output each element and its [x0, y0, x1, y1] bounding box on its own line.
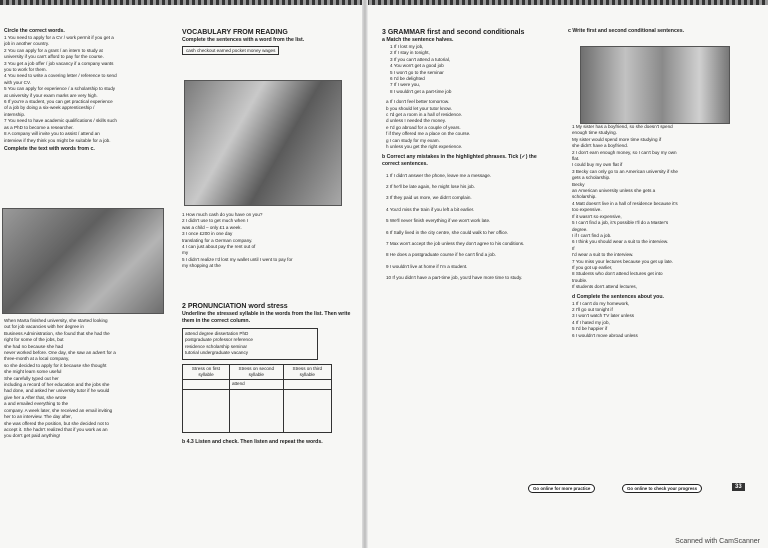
text-line: right for some of the jobs, but: [4, 337, 64, 343]
answer-item: g I can study for my exam.: [386, 137, 440, 143]
right-item: she didn't have a boyfriend.: [572, 143, 629, 149]
d-item: 5 I'd be happier if: [572, 326, 608, 332]
pron-word-line: residence scholarship seminar: [185, 343, 248, 349]
match-item: 6 I'd be delighted: [390, 76, 425, 82]
text-line: she might learn some useful: [4, 369, 62, 375]
text-line: a and emailed everything to the: [4, 401, 69, 407]
match-item: 5 I won't go to the seminar: [390, 69, 444, 75]
right-item: If: [572, 245, 575, 251]
right-item: Becky: [572, 181, 585, 187]
example-cell: [183, 380, 230, 389]
correct-item: 3 If they paid us more, we didn't complain.: [386, 195, 472, 201]
stress-column-header: Stress on third syllable: [283, 364, 331, 380]
match-item: 3 If you can't attend a tutorial,: [390, 56, 451, 62]
pron-wordbox: [182, 328, 318, 360]
left-column: [4, 28, 164, 153]
right-column: [568, 28, 758, 35]
left-item: 8 A company will invite you to assist / attend an: [4, 131, 100, 137]
text-line: give her a After that, she wrote: [4, 394, 67, 400]
right-items: [572, 124, 758, 339]
text-line: had done, and asked her university tutor if he would: [4, 388, 110, 394]
text-line: three-month at a local company,: [4, 356, 70, 362]
pronunciation-section: [182, 302, 354, 446]
text-line: she had no because she had: [4, 343, 64, 349]
match-item: 2 If I stay in tonight,: [390, 50, 430, 56]
correct-item: 10 If you didn't have a part-time job, you'd have more time to study.: [386, 275, 523, 281]
d-item: 1 If I can't do my homework,: [572, 300, 630, 306]
vocab-item: 5 I didn't realize I'd lost my wallet until I went to pay for: [182, 256, 293, 262]
vocab-item: 4 I can just about pay the rent out of: [182, 244, 256, 250]
pron-word-line: postgraduate professor reference: [185, 337, 253, 343]
right-item: 7 You miss your lectures because you get up late.: [572, 258, 674, 264]
left-item: job in another country.: [4, 41, 50, 47]
right-item: 6 I think you should wear a suit to the interview.: [572, 239, 669, 245]
correct-item: 2 If he'll be late again, he might lose his job.: [386, 183, 475, 189]
answer-item: a If I don't feel better tomorrow.: [386, 99, 450, 105]
left-item: at university if your exam marks are very high.: [4, 92, 98, 98]
text-line: Business Administration, she found that she had the: [4, 330, 110, 336]
vocab-item: translating for a German company.: [182, 237, 253, 243]
vocab-item: my: [182, 250, 189, 256]
office-photo: [2, 208, 164, 314]
match-item: 7 If I were you,: [390, 82, 421, 88]
left-text: [4, 318, 164, 440]
left-item: 6 If you're a student, you can get practical experience: [4, 99, 113, 105]
d-heading: d Complete the sentences about you.: [572, 293, 664, 300]
d-item: 6 I wouldn't move abroad unless: [572, 332, 638, 338]
vocab-item: 2 I didn't use to get much when I: [182, 218, 248, 224]
left-item: 1 You need to apply for a CV / work permit if you get a: [4, 35, 114, 40]
answer-item: e I'd go abroad for a couple of years.: [386, 124, 461, 130]
text-line: her to an interview. The day after,: [4, 414, 72, 420]
stress-column-header: Stress on second syllable: [229, 364, 283, 380]
hands-coins-photo: [184, 80, 342, 206]
stress-column-header: Stress on first syllable: [183, 364, 230, 380]
match-item: 1 If I lost my job,: [390, 44, 424, 49]
correct-item: 8 He does a postgraduate course if he can't find a job.: [386, 252, 496, 258]
text-line: out for job vacancies with her degree in: [4, 324, 84, 330]
left-item: 3 You get a job offer / job vacancy if a company wants: [4, 60, 114, 66]
scanner-watermark: Scanned with CamScanner: [675, 538, 760, 545]
vocab-wordbox: cash checkout earned pocket money wages: [182, 46, 279, 55]
text-line: accept it. She hadn't realized that if you work as an: [4, 426, 108, 432]
vocab-item: was a child – only £1 a week.: [182, 224, 242, 230]
answer-item: f if they offered me a place on the course.: [386, 131, 471, 137]
right-heading: c Write first and second conditional sentences.: [568, 28, 685, 34]
complete-heading: Complete the text with words from c.: [4, 145, 95, 152]
right-item: trouble.: [572, 277, 588, 283]
right-item: degree.: [572, 226, 588, 232]
left-item: of a job by doing a six-week apprenticeship /: [4, 105, 95, 111]
practice-button[interactable]: Go online for more practice: [528, 484, 595, 493]
vocab-section: [182, 28, 354, 54]
listen-instruction: b 4.3 Listen and check. Then listen and repeat the words.: [182, 438, 323, 445]
correct-item: 4 You'd miss the train if you left a bit earlier.: [386, 206, 475, 212]
text-line: including a record of her education and the jobs she: [4, 382, 110, 388]
left-heading: Circle the correct words.: [4, 28, 65, 34]
left-item: with your CV.: [4, 79, 31, 85]
correct-item: 5 We'll never finish everything if we won't work late.: [386, 218, 491, 224]
right-item: My sister would spend more time studying if: [572, 136, 662, 142]
right-item: flat.: [572, 156, 580, 162]
left-item: as a PhD to become a researcher.: [4, 124, 74, 130]
vocab-items: [182, 212, 354, 270]
right-item: 2 I don't earn enough money, so I can't buy my own: [572, 149, 677, 155]
left-item: internship.: [4, 111, 26, 117]
correct-item: 7 Max won't accept the job unless they don't agree to his conditions.: [386, 240, 525, 246]
page-number: 33: [732, 483, 745, 491]
answer-item: b you should let your tutor know.: [386, 105, 452, 111]
left-item: 2 You can apply for a grant / an intern to study at: [4, 47, 103, 53]
d-item: 3 I won't watch TV later unless: [572, 313, 635, 319]
match-item: 8 I wouldn't get a part-time job: [390, 88, 452, 94]
right-item: 1 My sister has a boyfriend, so she doesn't spend: [572, 124, 673, 129]
text-line: When Marta finished university, she started looking: [4, 318, 108, 323]
text-line: company. A week later, she received an email inviting: [4, 407, 113, 413]
vocab-item: my shopping at the: [182, 263, 221, 269]
book-fold: [362, 0, 368, 548]
correct-item: 9 I wouldn't live at home if I'm a student.: [386, 263, 468, 269]
vocab-item: 1 How much cash do you have on you?: [182, 212, 263, 217]
right-item: I could buy my own flat if: [572, 162, 623, 168]
right-item: gets a scholarship.: [572, 175, 611, 181]
right-item: 4 Matt doesn't live in a hall of residence because it's: [572, 200, 678, 206]
right-item: scholarship.: [572, 194, 597, 200]
right-item: 5 I can't find a job, it's possible I'll do a Master's: [572, 220, 669, 226]
right-item: 3 Becky can only go to an American university if she: [572, 168, 678, 174]
vocab-heading: VOCABULARY FROM READING: [182, 29, 288, 36]
left-items: [4, 35, 164, 144]
check-progress-button[interactable]: Go online to check your progress: [622, 484, 702, 493]
right-item: 8 Students who don't attend lectures get into: [572, 271, 663, 277]
couple-photo: [580, 46, 730, 124]
grammar-section: [382, 28, 552, 282]
d-item: 2 I'll go out tonight if: [572, 306, 613, 312]
right-item: I if I can't find a job.: [572, 232, 612, 238]
stress-table: [182, 364, 332, 433]
right-item: enough time studying.: [572, 130, 617, 136]
pron-word-line: tutorial undergraduate vacancy: [185, 350, 249, 356]
right-item: If you got up earlier,: [572, 264, 613, 270]
pron-instruction: Underline the stressed syllable in the words from the list. Then write them in the correct column.: [182, 311, 351, 324]
d-item: 4 If I hated my job,: [572, 319, 610, 325]
vocab-instruction: Complete the sentences with a word from the list.: [182, 37, 305, 43]
text-line: never worked before. One day, she saw an advert for a: [4, 350, 116, 356]
left-item: interview if they think you might be suitable for a job.: [4, 137, 111, 143]
text-line: she was offered the position, but she decided not to: [4, 420, 109, 426]
correct-instruction: b Correct any mistakes in the highlighted phrases. Tick (✓) the correct sentences.: [382, 153, 537, 167]
correct-item: 1 If I didn't answer the phone, leave me a message.: [386, 172, 492, 178]
top-border: [0, 0, 768, 5]
left-item: 4 You need to write a covering letter / reference to send: [4, 73, 117, 79]
match-item: 4 You won't get a good job: [390, 63, 444, 69]
left-item: 5 You can apply for experience / a scholarship to study: [4, 86, 116, 92]
left-item: you to work for them.: [4, 67, 47, 73]
right-item: If it wasn't so expensive,: [572, 213, 622, 219]
right-item: an American university unless she gets a: [572, 188, 656, 194]
right-item: If students don't attend lectures,: [572, 284, 637, 290]
text-line: so she decided to apply for it because she thought: [4, 362, 107, 368]
pron-heading: 2 PRONUNCIATION word stress: [182, 303, 288, 310]
left-item: university if you can't afford to pay for the course.: [4, 54, 104, 60]
example-word: attend: [229, 380, 283, 389]
right-item: too expensive.: [572, 207, 602, 213]
correct-item: 6 If Sally lived in the city centre, she could walk to her office.: [386, 229, 509, 235]
text-line: you don't get paid anything!: [4, 433, 61, 439]
grammar-heading: 3 GRAMMAR first and second conditionals: [382, 29, 525, 36]
pron-word-line: attend degree dissertation PhD: [185, 331, 249, 336]
answer-item: h unless you get the right experience.: [386, 144, 463, 150]
left-item: 7 You need to have academic qualifications / skills such: [4, 118, 117, 124]
answer-item: d unless I needed the money.: [386, 118, 446, 124]
answer-item: c I'd get a room in a hall of residence.: [386, 112, 463, 118]
right-item: I'd wear a suit to the interview.: [572, 252, 634, 258]
text-line: She carefully typed out her: [4, 375, 59, 381]
match-instruction: a Match the sentence halves.: [382, 37, 454, 43]
vocab-item: 3 I once £200 in one day: [182, 231, 233, 237]
